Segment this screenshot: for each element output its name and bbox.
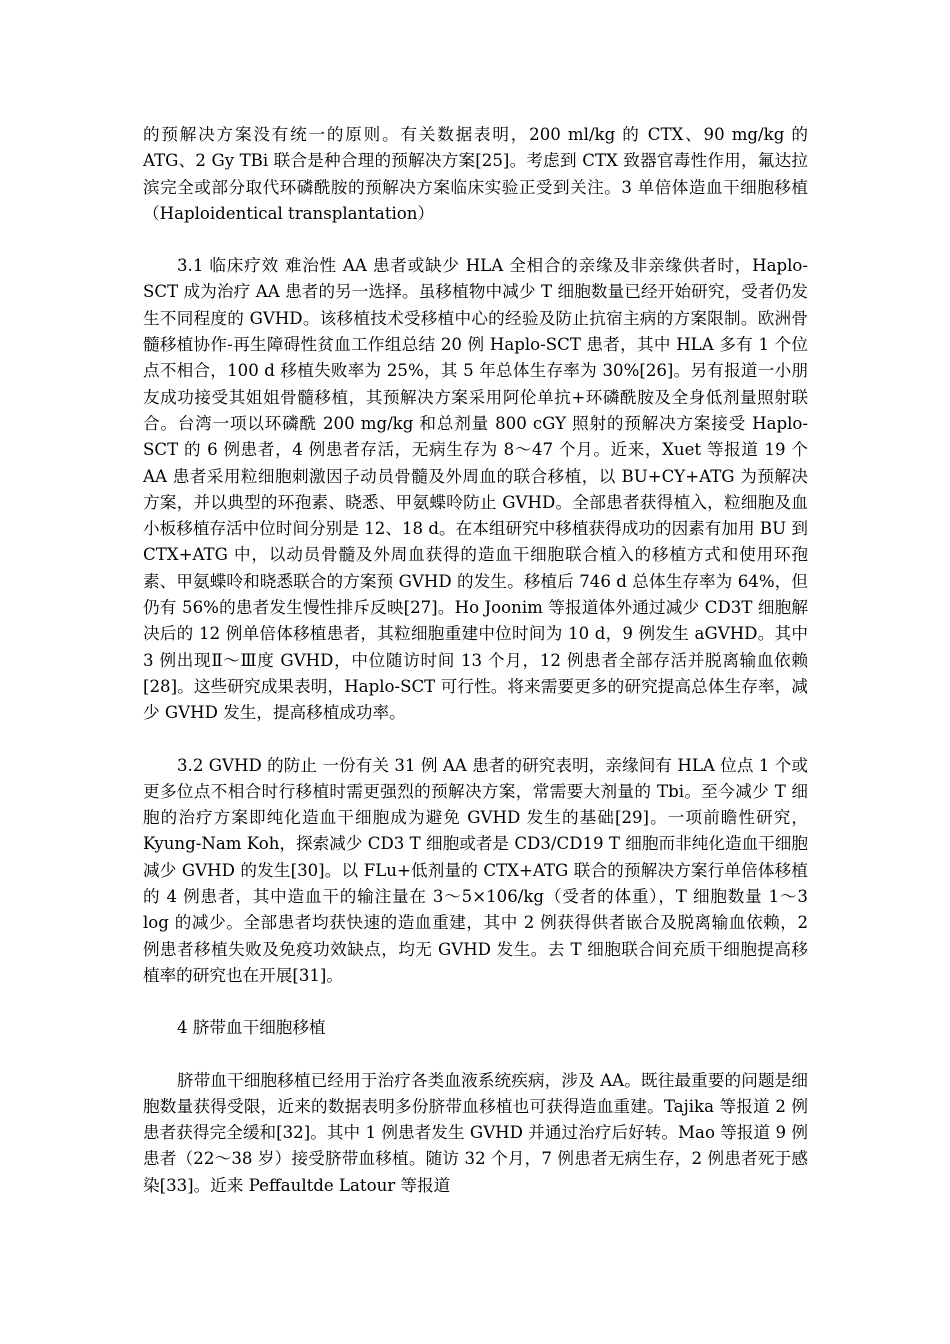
paragraph-section-3-2: 3.2 GVHD 的防止 一份有关 31 例 AA 患者的研究表明，亲缘间有 HLA 位点 1 个或更多位点不相合时行移植时需更强烈的预解决方案，常需要大剂量的 Tbi。至今减少 T 细胞的治疗方案即纯化造血干细胞成为避免 GVHD 发生的基础[29]。一项前瞻性研究，Kyung-Nam Koh，探索减少 CD3 T 细胞或者是 CD3/CD19 T 细胞而非纯化造血干细胞减少 GVHD 的发生[30]。以 FLu+低剂量的 CTX+ATG 联合的预解决方案行单倍体移植的 4 例患者，其中造血干的输注量在 3～5×106/kg（受者的体重），T 细胞数量 1～3 log 的减少。全部患者均获快速的造血重建，其中 2 例获得供者嵌合及脱离输血依赖，2 例患者移植失败及免疫功效缺点，均无 GVHD 发生。去 T 细胞联合间充质干细胞提高移植率的研究也在开展[31]。 bbox=[143, 755, 808, 985]
document-body bbox=[143, 122, 808, 1199]
paragraph-section-4: 脐带血干细胞移植已经用于治疗各类血液系统疾病，涉及 AA。既往最重要的问题是细胞数量获得受限，近来的数据表明多份脐带血移植也可获得造血重建。Tajika 等报道 2 例患者获得完全缓和[32]。其中 1 例患者发生 GVHD 并通过治疗后好转。Mao 等报道 9 例患者（22～38 岁）接受脐带血移植。随访 32 个月，7 例患者无病生存，2 例患者死于感染[33]。近来 Peffaultde Latour 等报道 bbox=[143, 1070, 808, 1195]
section-heading-4: 4 脐带血干细胞移植 bbox=[177, 1018, 326, 1038]
paragraph-section-3-1: 3.1 临床疗效 难治性 AA 患者或缺少 HLA 全相合的亲缘及非亲缘供者时，Haplo-SCT 成为治疗 AA 患者的另一选择。虽移植物中减少 T 细胞数量已经开始研究，受者仍发生不同程度的 GVHD。该移植技术受移植中心的经验及防止抗宿主病的方案限制。欧洲骨髓移植协作-再生障碍性贫血工作组总结 20 例 Haplo-SCT 患者，其中 HLA 多有 1 个位点不相合，100 d 移植失败率为 25%，其 5 年总体生存率为 30%[26]。另有报道一小朋友成功接受其姐姐骨髓移植，其预解决方案采用阿伦单抗+环磷酰胺及全身低剂量照射联合。台湾一项以环磷酰 200 mg/kg 和总剂量 800 cGY 照射的预解决方案接受 Haplo-SCT 的 6 例患者，4 例患者存活，无病生存为 8～47 个月。近来，Xuet 等报道 19 个 AA 患者采用粒细胞刺激因子动员骨髓及外周血的联合移植，以 BU+CY+ATG 为预解决方案，并以典型的环孢素、晓悉、甲氨蝶呤防止 GVHD。全部患者获得植入，粒细胞及血小板移植存活中位时间分别是 12、18 d。在本组研究中移植获得成功的因素有加用 BU 到 CTX+ATG 中，以动员骨髓及外周血获得的造血干细胞联合植入的移植方式和使用环孢素、甲氨蝶呤和晓悉联合的方案预 GVHD 的发生。移植后 746 d 总体生存率为 64%，但仍有 56%的患者发生慢性排斥反映[27]。Ho Joonim 等报道体外通过减少 CD3T 细胞解决后的 12 例单倍体移植患者，其粒细胞重建中位时间为 10 d，9 例发生 aGVHD。其中 3 例出现Ⅱ～Ⅲ度 GVHD，中位随访时间 13 个月，12 例患者全部存活并脱离输血依赖[28]。这些研究成果表明，Haplo-SCT 可行性。将来需要更多的研究提高总体生存率，减少 GVHD 发生，提高移植成功率。 bbox=[143, 256, 808, 723]
paragraph-intro: 的预解决方案没有统一的原则。有关数据表明，200 ml/kg 的 CTX、90 mg/kg 的 ATG、2 Gy TBi 联合是种合理的预解决方案[25]。考虑到 CTX 致器官毒性作用，氟达拉滨完全或部分取代环磷酰胺的预解决方案临床实验正受到关注。3 单倍体造血干细胞移植（Haploidentical transplantation） bbox=[143, 125, 808, 223]
